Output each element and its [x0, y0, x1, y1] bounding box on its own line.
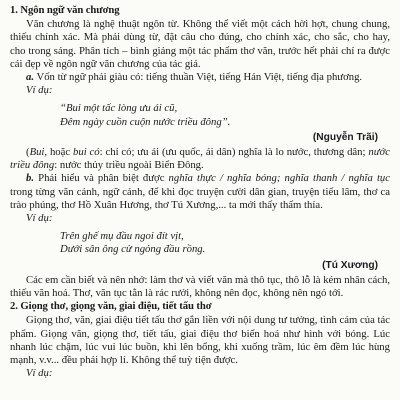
item-a-text: Vốn từ ngữ phải giàu có: tiếng thuần Việt, tiếng Hán Việt, tiếng địa phương. [36, 71, 363, 84]
intro-paragraph: Văn chương là nghệ thuật ngôn từ. Không thể viết một cách hời hợt, chung chung, thiếu chính xác. Mà phải dùng từ, đặt câu cho đúng, cho chính xác, cho sắc, cho hay, cho trong sáng. Phân tích – bình giảng một tác phẩm thơ văn, trước hết phải chỉ ra được cái đẹp về ngôn ngữ văn chương của tác giả. [10, 18, 390, 70]
poem2-author: (Tú Xương) [322, 259, 378, 271]
note-part-1: , hoặc [44, 146, 74, 159]
section-heading-language: 1. Ngôn ngữ văn chương [10, 4, 120, 16]
note-part-2: : chỉ có; ưu ái (ưu quốc, ái dân) nghĩa là lo nước, thương dân; [99, 146, 366, 159]
example-label-3: Ví dụ: [26, 367, 53, 380]
note-paragraph: (Bui, hoặc bui có: chỉ có; ưu ái (ưu quốc, ái dân) nghĩa là lo nước, thương dân; nước triều đông: nước thủy triều ngoài Biển Đông. [10, 146, 390, 172]
poem1-author: (Nguyễn Trãi) [312, 131, 378, 143]
note-word-nuoc-trieu-dong: nước triều đông [10, 146, 390, 172]
poem1-line-2: Đêm ngày cuồn cuộn nước triều đông”. [60, 115, 231, 128]
note-word-bui-co: bui có [73, 146, 100, 159]
note-part-3: : nước thủy triều ngoài Biển Đông. [54, 159, 204, 172]
poem-nguyen-trai [60, 102, 390, 128]
section2-body: Giọng thơ, văn, giai điệu tiết tấu thơ gắn liền với nội dung tư tưởng, tình cảm của tác phẩm. Giọng văn, giọng thơ, tiết tấu, giai điệu thơ biến hoá như hình với bóng. Lúc nhanh lúc chậm, lúc vui lúc buồn, khi lên bổng, khi xuống trầm, lúc êm đềm lúc hùng mạnh, v.v... đều phải hợp lí. Không thể tuỳ tiện được. [10, 314, 390, 367]
item-a-label: a. [26, 71, 35, 84]
item-b-paragraph [10, 172, 390, 212]
item-b-part-2: trong từng văn cảnh, ngữ cảnh, để khi đọc truyện cười dân gian, truyện tiếu lâm, thơ ca trào phúng, thơ Hồ Xuân Hương, thơ Tú Xương,... ta mới thấy thấm thía. [10, 185, 390, 211]
example-label-1: Ví dụ: [26, 84, 53, 97]
item-a-paragraph [10, 71, 390, 84]
item-b-label: b. [26, 172, 35, 185]
section-heading-voice-rhythm: 2. Giọng thơ, giọng văn, giai điệu, tiết tấu thơ [10, 300, 212, 313]
poem1-line-1: “Bui một tấc lòng ưu ái cũ, [60, 102, 178, 115]
note-word-bui: Bui [29, 146, 45, 159]
poem2-line-1: Trên ghế mụ đầu ngoi đít vịt, [60, 230, 184, 243]
item-b-part-1: Phải hiểu và phân biệt được [38, 172, 165, 185]
poem-tu-xuong [60, 230, 390, 256]
item-b-terms: nghĩa thực / nghĩa bóng; nghĩa thanh / nghĩa tục [164, 172, 390, 185]
poem2-line-2: Dưới sân ông cử ngỏng đầu rồng. [60, 243, 206, 256]
closing-paragraph: Các em cần biết và nên nhớ: làm thơ và viết văn mà thô tục, thô lỗ là kém nhân cách, thiếu văn hoá. Thơ, văn tục tằn là rác rưởi, không nên đọc, không nên ngó tới. [10, 273, 390, 300]
example-label-2: Ví dụ: [26, 212, 53, 225]
